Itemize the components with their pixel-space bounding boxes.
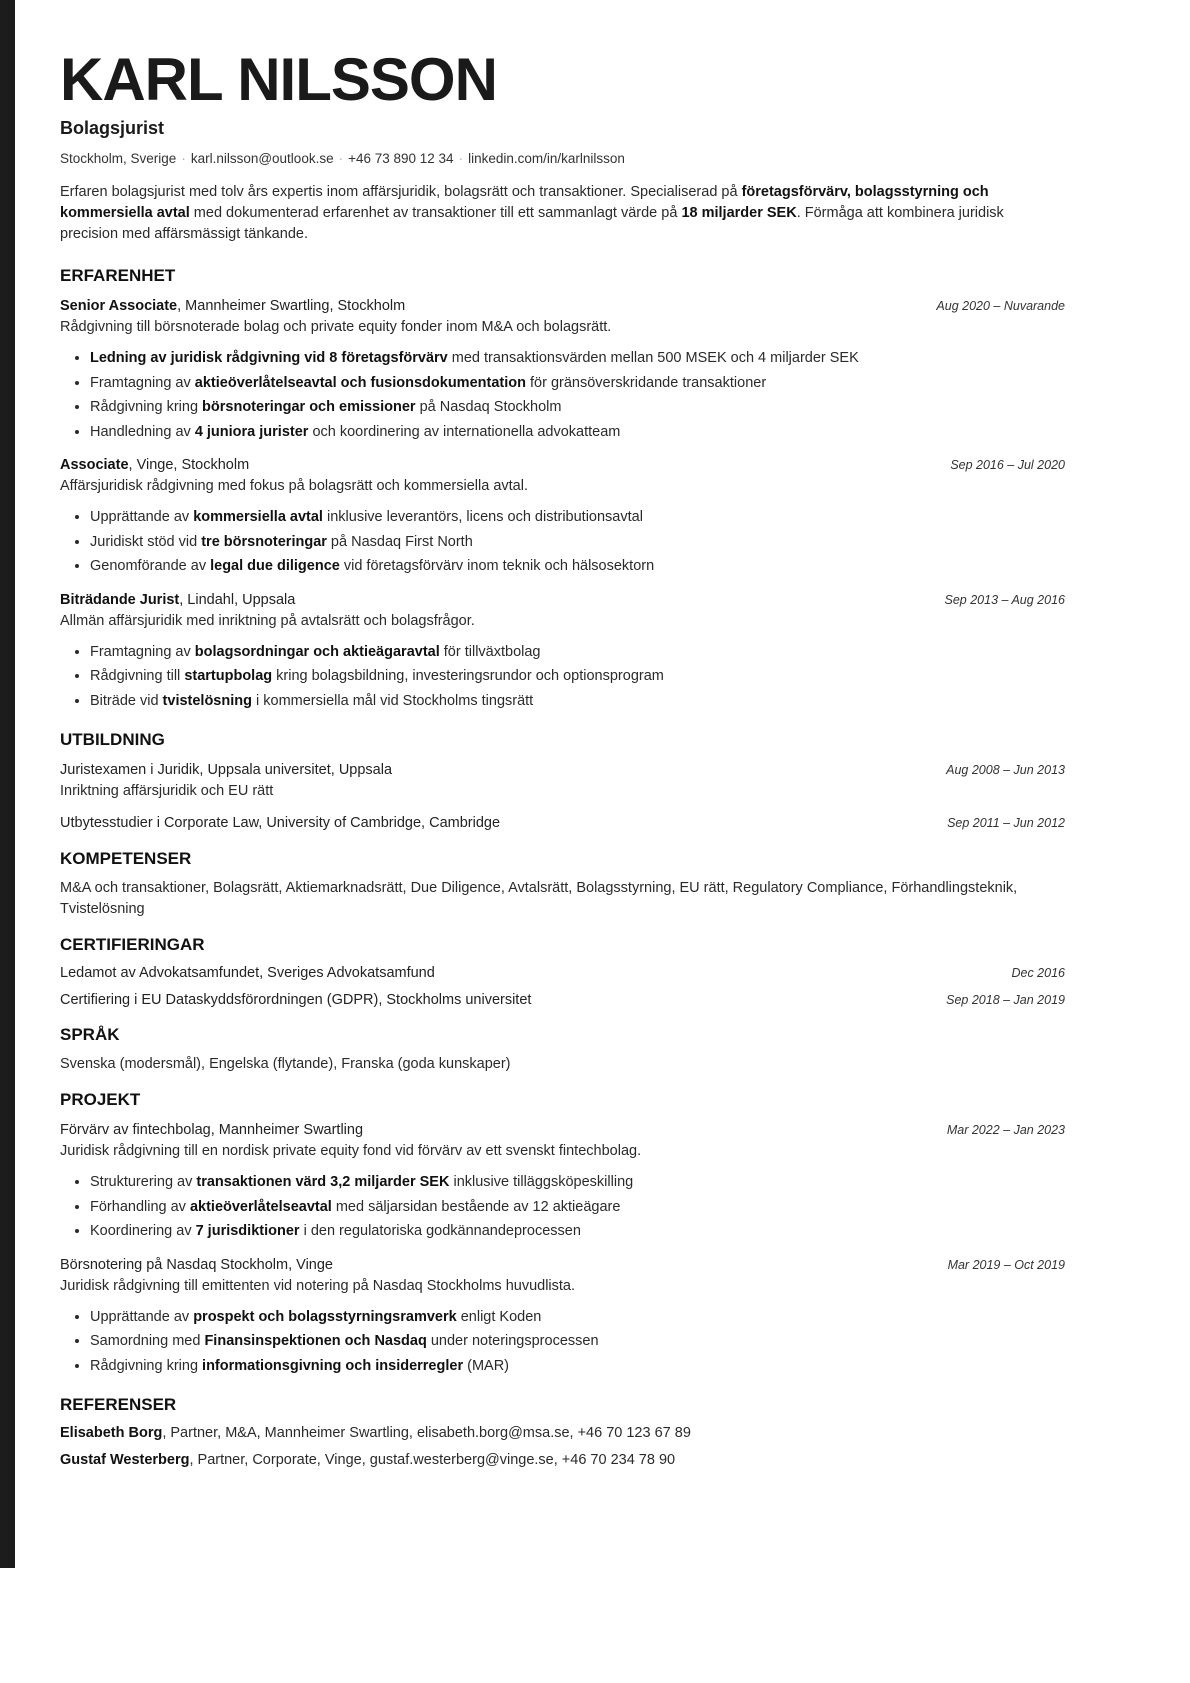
text-run: med dokumenterad erfarenhet av transaktioner till ett sammanlagt värde på bbox=[189, 205, 682, 221]
education-degree: Juristexamen i Juridik, Uppsala universitet, Uppsala bbox=[60, 762, 393, 778]
experience-bullet bbox=[90, 420, 1065, 445]
experience-description: Rådgivning till börsnoterade bolag och private equity fonder inom M&A och bolagsrätt. bbox=[60, 319, 612, 335]
experience-date: Sep 2016 – Jul 2020 bbox=[950, 458, 1065, 472]
text-run: i kommersiella mål vid Stockholms tingsrätt bbox=[251, 692, 534, 709]
experience-date: Sep 2013 – Aug 2016 bbox=[944, 592, 1065, 607]
text-run: Framtagning av bbox=[90, 374, 195, 391]
bold-text: informationsgivning och insiderregler bbox=[202, 1357, 464, 1374]
contact-separator: · bbox=[181, 151, 186, 166]
education-heading: UTBILDNING bbox=[60, 730, 165, 749]
project-description: Juridisk rådgivning till emittenten vid notering på Nasdaq Stockholms huvudlista. bbox=[60, 1277, 576, 1294]
contact-separator: · bbox=[338, 151, 344, 166]
project-bullets bbox=[60, 1305, 1065, 1379]
text-run: för tillväxtbolag bbox=[439, 643, 541, 660]
experience-entry bbox=[60, 454, 1065, 579]
experience-bullet bbox=[90, 554, 1065, 579]
text-run: Koordinering av bbox=[90, 1223, 196, 1239]
text-run: Erfaren bolagsjurist med tolv års expertis inom affärsjuridik, bolagsrätt och transaktioner. Specialiserad på bbox=[60, 184, 742, 200]
text-run: på Nasdaq First North bbox=[326, 533, 473, 550]
bold-text: aktieöverlåtelseavtal och fusionsdokumentation bbox=[194, 374, 526, 391]
education-entry bbox=[60, 812, 1065, 834]
certifications-heading: CERTIFIERINGAR bbox=[60, 935, 205, 954]
bold-text: 4 juniora jurister bbox=[194, 423, 309, 440]
project-role bbox=[60, 1254, 333, 1276]
project-date: Mar 2022 – Jan 2023 bbox=[946, 1123, 1065, 1137]
reference-entry bbox=[60, 1420, 1065, 1447]
text-run: Biträde vid bbox=[90, 692, 163, 709]
experience-bullet bbox=[90, 640, 1065, 665]
experience-title: Biträdande Jurist bbox=[60, 591, 180, 608]
bold-text: aktieöverlåtelseavtal bbox=[189, 1198, 332, 1215]
experience-bullet bbox=[90, 371, 1065, 396]
bold-text: prospekt och bolagsstyrningsramverk bbox=[193, 1308, 457, 1325]
bold-text: Finansinspektionen och Nasdaq bbox=[204, 1333, 427, 1349]
project-description: Juridisk rådgivning till en nordisk private equity fond vid förvärv av ett svenskt fintechbolag. bbox=[60, 1143, 642, 1159]
bold-text: transaktionen värd 3,2 miljarder SEK bbox=[196, 1174, 450, 1190]
text-run: med transaktionsvärden mellan 500 MSEK och 4 miljarder SEK bbox=[447, 350, 859, 366]
reference-entry bbox=[60, 1447, 1065, 1474]
reference-details: , Partner, M&A, Mannheimer Swartling, elisabeth.borg@msa.se, +46 70 123 67 89 bbox=[162, 1425, 691, 1441]
project-header bbox=[60, 1119, 1065, 1141]
text-run: Samordning med bbox=[90, 1333, 205, 1349]
project-role bbox=[60, 1119, 363, 1141]
text-run: med säljarsidan bestående av 12 aktieägare bbox=[331, 1198, 621, 1215]
left-edge-bar bbox=[0, 0, 15, 1568]
certifications-list bbox=[60, 960, 1065, 1014]
experience-title: Associate bbox=[60, 457, 129, 473]
experience-date: Aug 2020 – Nuvarande bbox=[936, 299, 1065, 313]
bold-text: 7 jurisdiktioner bbox=[195, 1223, 300, 1239]
experience-bullets bbox=[60, 505, 1065, 579]
education-entry bbox=[60, 759, 1065, 802]
contact-separator: · bbox=[458, 151, 464, 166]
experience-bullet bbox=[90, 395, 1065, 420]
text-run: Rådgivning kring bbox=[90, 1357, 203, 1374]
project-bullets bbox=[60, 1170, 1065, 1244]
reference-name: Gustaf Westerberg bbox=[60, 1452, 190, 1468]
bold-text: 18 miljarder SEK bbox=[681, 205, 797, 221]
experience-heading: ERFARENHET bbox=[60, 266, 176, 285]
text-run: Upprättande av bbox=[90, 509, 194, 525]
experience-bullets bbox=[60, 346, 1065, 444]
text-run: Upprättande av bbox=[90, 1308, 194, 1325]
experience-organization: , Lindahl, Uppsala bbox=[179, 591, 296, 608]
project-bullet bbox=[90, 1219, 1065, 1244]
project-bullet bbox=[90, 1329, 1065, 1354]
text-run: i den regulatoriska godkännandeprocessen bbox=[299, 1223, 581, 1239]
experience-organization: , Mannheimer Swartling, Stockholm bbox=[177, 298, 406, 314]
experience-header bbox=[60, 295, 1065, 317]
bold-text: Ledning av juridisk rådgivning vid 8 företagsförvärv bbox=[90, 350, 448, 366]
experience-description: Affärsjuridisk rådgivning med fokus på bolagsrätt och kommersiella avtal. bbox=[60, 478, 528, 494]
project-entry bbox=[60, 1254, 1065, 1379]
education-degree: Utbytesstudier i Corporate Law, University of Cambridge, Cambridge bbox=[60, 815, 501, 831]
contact-email[interactable]: karl.nilsson@outlook.se bbox=[190, 151, 334, 166]
text-run: på Nasdaq Stockholm bbox=[415, 399, 562, 415]
certification-entry bbox=[60, 960, 1065, 987]
project-bullet bbox=[90, 1305, 1065, 1330]
project-date: Mar 2019 – Oct 2019 bbox=[947, 1257, 1065, 1272]
languages-heading: SPRÅK bbox=[60, 1025, 120, 1044]
experience-bullets bbox=[60, 640, 1065, 714]
project-bullet bbox=[90, 1354, 1065, 1379]
text-run: inklusive leverantörs, licens och distributionsavtal bbox=[322, 509, 643, 525]
text-run: Framtagning av bbox=[90, 643, 195, 660]
candidate-name: KARL NILSSON bbox=[60, 46, 497, 113]
certification-entry bbox=[60, 987, 1065, 1014]
experience-bullet bbox=[90, 664, 1065, 689]
profile-summary bbox=[60, 182, 1065, 245]
text-run: kring bolagsbildning, investeringsrundor och optionsprogram bbox=[272, 668, 664, 684]
experience-description: Allmän affärsjuridik med inriktning på avtalsrätt och bolagsfrågor. bbox=[60, 612, 475, 629]
experience-role bbox=[60, 454, 249, 476]
project-header bbox=[60, 1254, 1065, 1276]
bold-text: börsnoteringar och emissioner bbox=[202, 399, 416, 415]
certification-date: Sep 2018 – Jan 2019 bbox=[946, 993, 1065, 1007]
experience-bullet bbox=[90, 689, 1065, 714]
contact-linkedin[interactable]: linkedin.com/in/karlnilsson bbox=[468, 151, 625, 166]
experience-organization: , Vinge, Stockholm bbox=[128, 457, 250, 473]
education-date: Aug 2008 – Jun 2013 bbox=[946, 763, 1065, 777]
job-title: Bolagsjurist bbox=[60, 118, 165, 138]
certification-date: Dec 2016 bbox=[1011, 966, 1065, 980]
education-list bbox=[60, 759, 1065, 834]
project-bullet bbox=[90, 1170, 1065, 1195]
bold-text: företagsförvärv, bolagsstyrning och kommersiella avtal bbox=[60, 184, 989, 221]
contact-location: Stockholm, Sverige bbox=[60, 151, 177, 166]
experience-bullet bbox=[90, 530, 1065, 555]
experience-entry bbox=[60, 295, 1065, 444]
references-heading: REFERENSER bbox=[60, 1395, 177, 1414]
projects-list bbox=[60, 1119, 1065, 1378]
project-bullet bbox=[90, 1195, 1065, 1220]
project-organization: Börsnotering på Nasdaq Stockholm, Vinge bbox=[60, 1256, 333, 1273]
text-run: Rådgivning till bbox=[90, 668, 185, 684]
certification-name: Ledamot av Advokatsamfundet, Sveriges Advokatsamfund bbox=[60, 965, 435, 981]
education-description: Inriktning affärsjuridik och EU rätt bbox=[60, 783, 274, 799]
text-run: under noteringsprocessen bbox=[426, 1333, 599, 1349]
contact-line bbox=[60, 150, 1065, 168]
projects-heading: PROJEKT bbox=[60, 1090, 141, 1109]
text-run: Handledning av bbox=[90, 423, 195, 440]
bold-text: tre börsnoteringar bbox=[201, 533, 327, 550]
languages-text: Svenska (modersmål), Engelska (flytande), Franska (goda kunskaper) bbox=[60, 1056, 511, 1072]
text-run: enligt Koden bbox=[456, 1308, 542, 1325]
text-run: för gränsöverskridande transaktioner bbox=[525, 374, 767, 391]
certification-name: Certifiering i EU Dataskyddsförordningen (GDPR), Stockholms universitet bbox=[60, 992, 532, 1008]
contact-phone[interactable]: +46 73 890 12 34 bbox=[348, 151, 454, 166]
text-run: och koordinering av internationella advokatteam bbox=[308, 423, 621, 440]
text-run: . Förmåga att kombinera juridisk precision med affärsmässigt tänkande. bbox=[60, 205, 1004, 242]
reference-name: Elisabeth Borg bbox=[60, 1425, 163, 1441]
experience-title: Senior Associate bbox=[60, 298, 178, 314]
experience-bullet bbox=[90, 346, 1065, 371]
experience-role bbox=[60, 589, 295, 611]
reference-details: , Partner, Corporate, Vinge, gustaf.westerberg@vinge.se, +46 70 234 78 90 bbox=[189, 1452, 676, 1468]
bold-text: bolagsordningar och aktieägaravtal bbox=[194, 643, 440, 660]
bold-text: tvistelösning bbox=[162, 692, 252, 709]
project-organization: Förvärv av fintechbolag, Mannheimer Swartling bbox=[60, 1122, 364, 1138]
text-run: Genomförande av bbox=[90, 558, 211, 574]
skills-heading: KOMPETENSER bbox=[60, 849, 192, 868]
text-run: Strukturering av bbox=[90, 1174, 197, 1190]
bold-text: legal due diligence bbox=[210, 558, 340, 574]
resume-page bbox=[60, 44, 1065, 1474]
experience-bullet bbox=[90, 505, 1065, 530]
project-entry bbox=[60, 1119, 1065, 1244]
experience-role bbox=[60, 295, 405, 317]
experience-list bbox=[60, 295, 1065, 713]
text-run: vid företagsförvärv inom teknik och hälsosektorn bbox=[339, 558, 655, 574]
text-run: (MAR) bbox=[463, 1357, 510, 1374]
education-date: Sep 2011 – Jun 2012 bbox=[947, 816, 1065, 830]
text-run: Juridiskt stöd vid bbox=[90, 533, 202, 550]
text-run: inklusive tilläggsköpeskilling bbox=[449, 1174, 634, 1190]
experience-header bbox=[60, 454, 1065, 476]
text-run: Rådgivning kring bbox=[90, 399, 203, 415]
bold-text: kommersiella avtal bbox=[193, 509, 323, 525]
bold-text: startupbolag bbox=[184, 668, 273, 684]
skills-text: M&A och transaktioner, Bolagsrätt, Aktiemarknadsrätt, Due Diligence, Avtalsrätt, Bolagsstyrning, EU rätt, Regulatory Compliance, Förhandlingsteknik, Tvistelösning bbox=[60, 880, 1018, 917]
experience-entry bbox=[60, 589, 1065, 714]
experience-header bbox=[60, 589, 1065, 611]
references-list bbox=[60, 1420, 1065, 1474]
text-run: Förhandling av bbox=[90, 1198, 190, 1215]
